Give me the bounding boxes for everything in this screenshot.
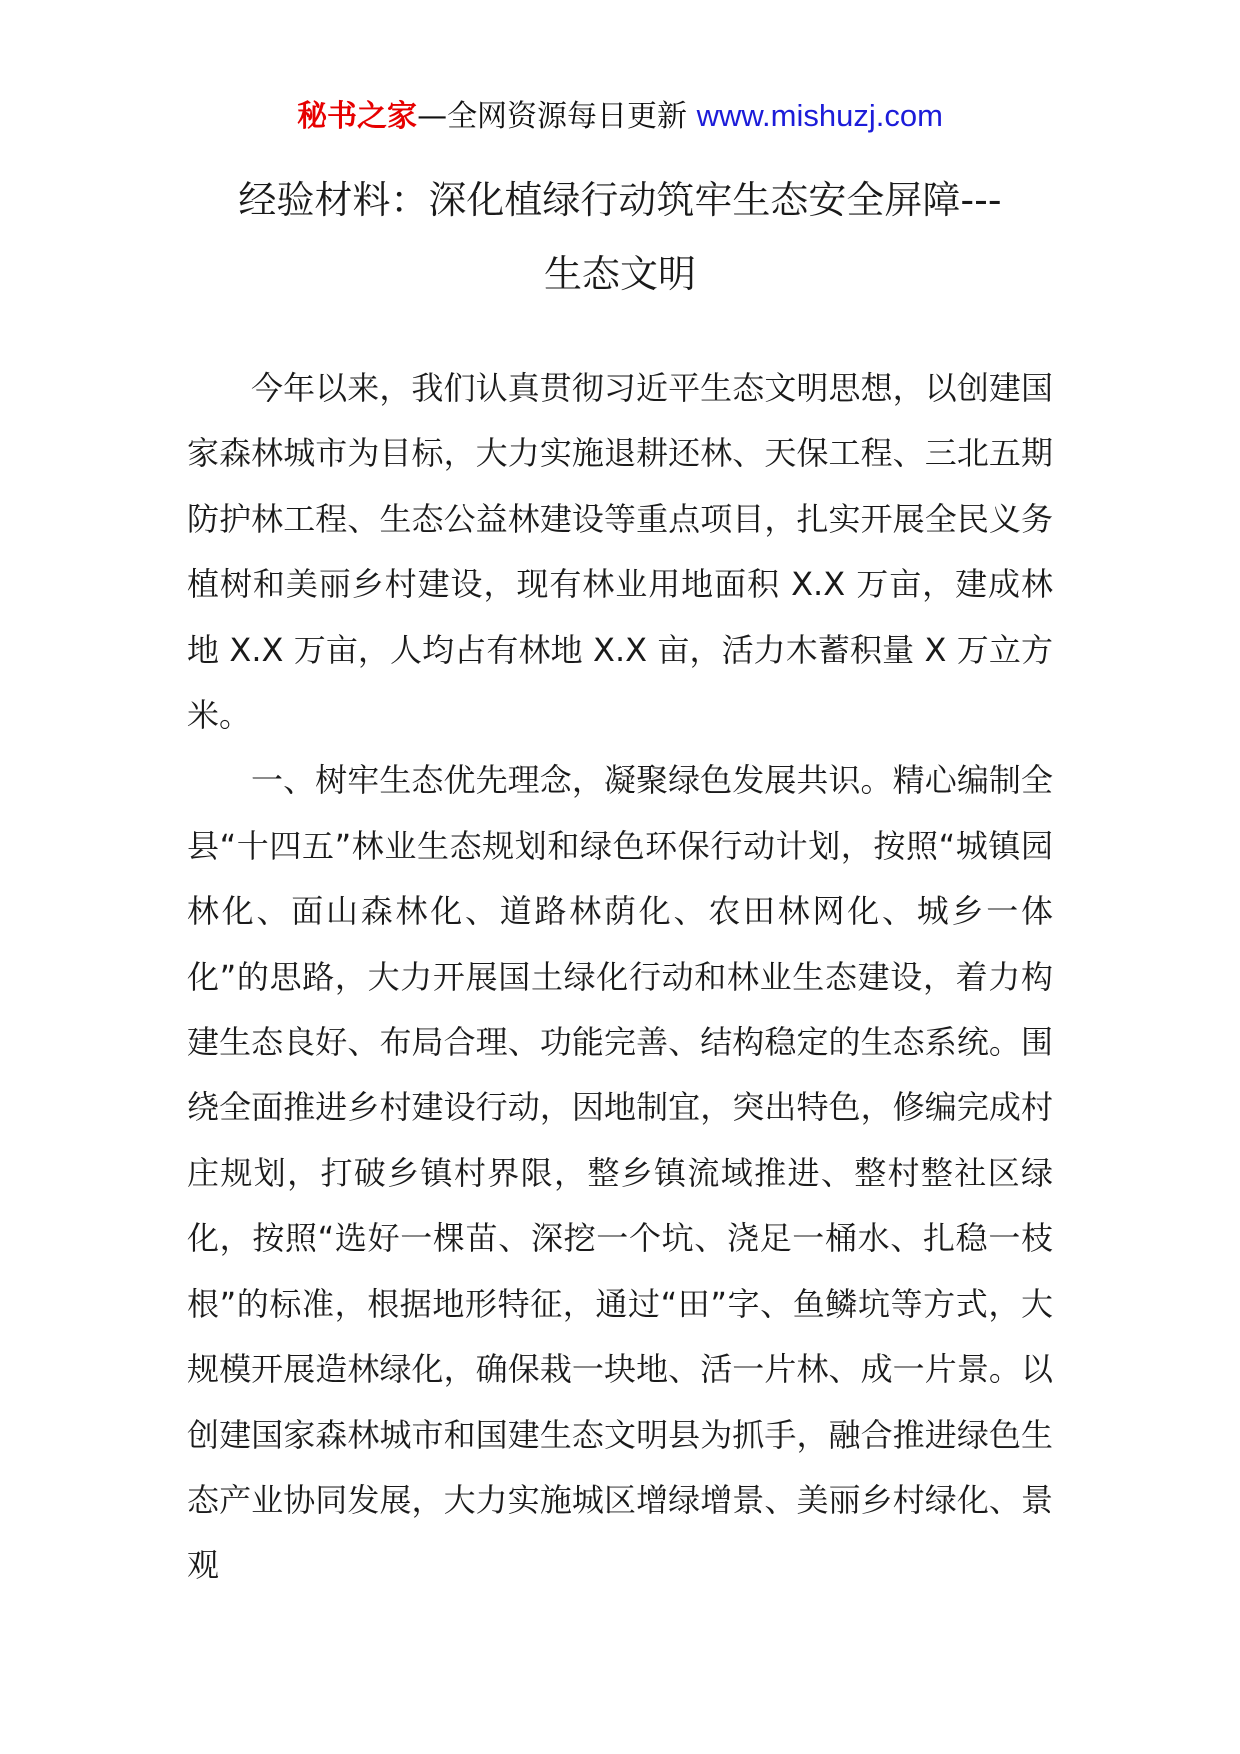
- site-slogan: —全网资源每日更新: [417, 99, 688, 134]
- site-brand: 秘书之家: [297, 99, 418, 134]
- site-header: [0, 96, 1240, 137]
- document-body: [187, 356, 1053, 1599]
- section1-body: 精心编制全县“十四五”林业生态规划和绿色环保行动计划，按照“城镇园林化、面山森林化、道路林荫化、农田林网化、城乡一体化”的思路，大力开展国土绿化行动和林业生态建设，着力构建生态良好、布局合理、功能完善、结构稳定的生态系统。围绕全面推进乡村建设行动，因地制宜，突出特色，修编完成村庄规划，打破乡镇村界限，整乡镇流域推进、整村整社区绿化，按照“选好一棵苗、深挖一个坑、浇足一桶水、扎稳一枝根”的标准，根据地形特征，通过“田”字、鱼鳞坑等方式，大规模开展造林绿化，确保栽一块地、活一片林、成一片景。以创建国家森林城市和国建生态文明县为抓手，融合推进绿色生态产业协同发展，大力实施城区增绿增景、美丽乡村绿化、景观: [187, 761, 1053, 1585]
- document-title-line2: 生态文明: [543, 252, 696, 296]
- site-url-link[interactable]: www.mishuzj.com: [696, 98, 943, 133]
- document-title: [160, 163, 1080, 311]
- intro-paragraph: 今年以来，我们认真贯彻习近平生态文明思想，以创建国家森林城市为目标，大力实施退耕还林、天保工程、三北五期防护林工程、生态公益林建设等重点项目，扎实开展全民义务植树和美丽乡村建设，现有林业用地面积 X.X 万亩，建成林地 X.X 万亩，人均占有林地 X.X 亩，活力木蓄积量 X 万立方米。: [187, 369, 1053, 735]
- section1-paragraph: [187, 748, 1053, 1598]
- document-title-line1: 经验材料：深化植绿行动筑牢生态安全屏障---: [238, 178, 1002, 222]
- section1-heading: 一、树牢生态优先理念，凝聚绿色发展共识。: [251, 761, 893, 800]
